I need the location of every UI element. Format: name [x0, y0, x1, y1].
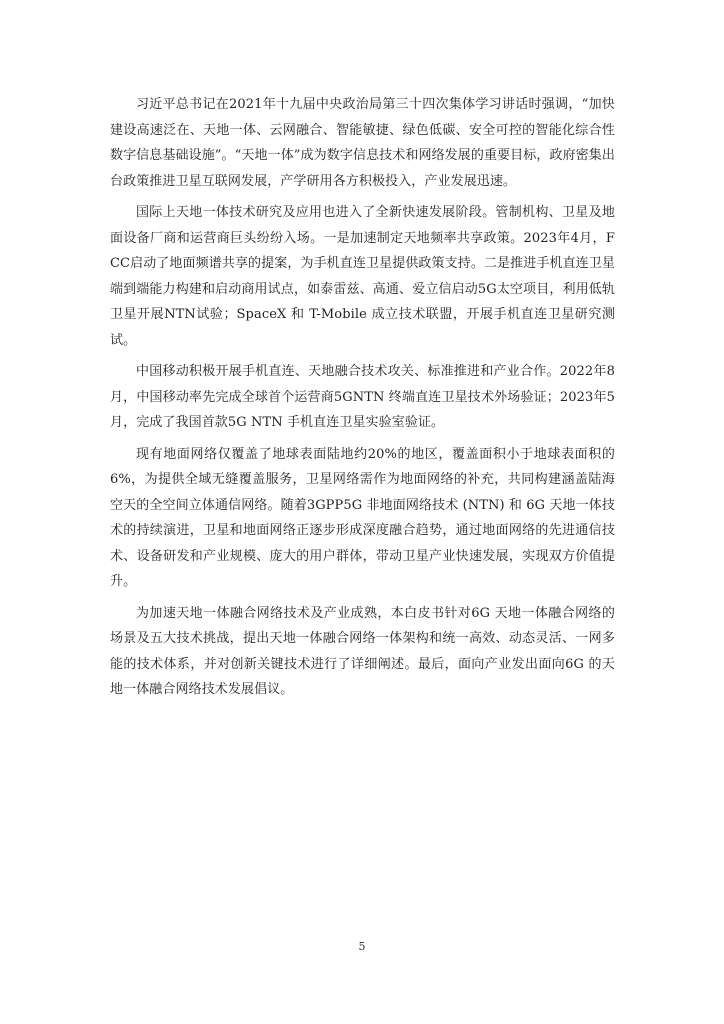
- body-text: [110, 92, 615, 709]
- page-number: 5: [358, 940, 366, 953]
- paragraph-3: 中国移动积极开展手机直连、天地融合技术攻关、标准推进和产业合作。2022年8月，中国移动率先完成全球首个运营商5GNTN 终端直连卫星技术外场验证；2023年5月，完成了我国首款5G NTN 手机直连卫星实验室验证。: [110, 364, 615, 430]
- paragraph-4: 现有地面网络仅覆盖了地球表面陆地约20%的地区，覆盖面积小于地球表面积的6%，为提供全域无缝覆盖服务，卫星网络需作为地面网络的补充，共同构建涵盖陆海空天的全空间立体通信网络。随着3GPP5G 非地面网络技术 (NTN) 和 6G 天地一体技术的持续演进，卫星和地面网络正逐步形成深度融合趋势，通过地面网络的先进通信技术、设备研发和产业规模、庞大的用户群体，带动卫星产业快速发展，实现双方价值提升。: [110, 446, 615, 589]
- paragraph-1: 习近平总书记在2021年十九届中央政治局第三十四次集体学习讲话时强调，“加快建设高速泛在、天地一体、云网融合、智能敏捷、绿色低碳、安全可控的智能化综合性数字信息基础设施”。“天地一体”成为数字信息技术和网络发展的重要目标，政府密集出台政策推进卫星互联网发展，产学研用各方积极投入，产业发展迅速。: [110, 97, 615, 189]
- paragraph-5: 为加速天地一体融合网络技术及产业成熟，本白皮书针对6G 天地一体融合网络的场景及五大技术挑战，提出天地一体融合网络一体架构和统一高效、动态灵活、一网多能的技术体系，并对创新关键技术进行了详细阐述。最后，面向产业发出面向6G 的天地一体融合网络技术发展倡议。: [110, 605, 615, 697]
- paragraph-2: 国际上天地一体技术研究及应用也进入了全新快速发展阶段。管制机构、卫星及地面设备厂商和运营商巨头纷纷入场。一是加速制定天地频率共享政策。2023年4月，FCC启动了地面频谱共享的提案，为手机直连卫星提供政策支持。二是推进手机直连卫星端到端能力构建和启动商用试点，如泰雷兹、高通、爱立信启动5G太空项目，利用低轨卫星开展NTN试验；SpaceX 和 T-Mobile 成立技术联盟，开展手机直连卫星研究测试。: [110, 205, 615, 348]
